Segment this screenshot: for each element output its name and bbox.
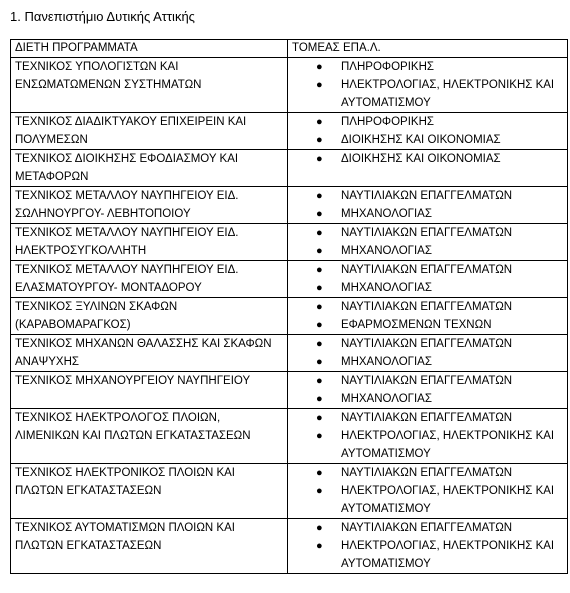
bullet-icon: ●	[316, 61, 323, 73]
bullet-icon: ●	[316, 264, 323, 276]
sector-item	[292, 482, 563, 518]
table-row	[11, 519, 568, 574]
sector-item	[292, 187, 563, 205]
bullet-icon: ●	[316, 153, 323, 165]
table-row	[11, 464, 568, 519]
sector-label: ΔΙΟΙΚΗΣΗΣ ΚΑΙ ΟΙΚΟΝΟΜΙΑΣ	[341, 134, 501, 146]
sector-cell	[288, 464, 568, 519]
sector-cell	[288, 409, 568, 464]
sector-item	[292, 353, 563, 371]
sector-cell	[288, 187, 568, 224]
bullet-icon: ●	[316, 227, 323, 239]
sector-cell	[288, 113, 568, 150]
sector-label: ΝΑΥΤΙΛΙΑΚΩΝ ΕΠΑΓΓΕΛΜΑΤΩΝ	[341, 467, 513, 479]
sector-label: ΜΗΧΑΝΟΛΟΓΙΑΣ	[341, 208, 432, 220]
table-row	[11, 187, 568, 224]
sector-list	[292, 261, 563, 297]
sector-list	[292, 409, 563, 463]
program-cell: ΤΕΧΝΙΚΟΣ ΔΙΑΔΙΚΤΥΑΚΟΥ ΕΠΙΧΕΙΡΕΙΝ ΚΑΙ ΠΟΛΥΜΕΣΩΝ	[11, 113, 288, 150]
sector-label: ΝΑΥΤΙΛΙΑΚΩΝ ΕΠΑΓΓΕΛΜΑΤΩΝ	[341, 301, 513, 313]
sector-cell	[288, 224, 568, 261]
sector-item	[292, 131, 563, 149]
table-row	[11, 298, 568, 335]
sector-label: ΗΛΕΚΤΡΟΛΟΓΙΑΣ, ΗΛΕΚΤΡΟΝΙΚΗΣ ΚΑΙ ΑΥΤΟΜΑΤΙΣΜΟΥ	[341, 430, 555, 460]
sector-label: ΔΙΟΙΚΗΣΗΣ ΚΑΙ ΟΙΚΟΝΟΜΙΑΣ	[341, 153, 501, 165]
bullet-icon: ●	[316, 356, 323, 368]
table-body	[11, 58, 568, 574]
sector-label: ΝΑΥΤΙΛΙΑΚΩΝ ΕΠΑΓΓΕΛΜΑΤΩΝ	[341, 264, 513, 276]
bullet-icon: ●	[316, 430, 323, 442]
sector-label: ΝΑΥΤΙΛΙΑΚΩΝ ΕΠΑΓΓΕΛΜΑΤΩΝ	[341, 338, 513, 350]
bullet-icon: ●	[316, 79, 323, 91]
bullet-icon: ●	[316, 412, 323, 424]
sector-cell	[288, 519, 568, 574]
bullet-icon: ●	[316, 338, 323, 350]
sector-list	[292, 298, 563, 334]
sector-item	[292, 372, 563, 390]
sector-cell	[288, 261, 568, 298]
bullet-icon: ●	[316, 375, 323, 387]
program-cell: ΤΕΧΝΙΚΟΣ ΗΛΕΚΤΡΟΛΟΓΟΣ ΠΛΟΙΩΝ, ΛΙΜΕΝΙΚΩΝ ΚΑΙ ΠΛΩΤΩΝ ΕΓΚΑΤΑΣΤΑΣΕΩΝ	[11, 409, 288, 464]
table-row	[11, 261, 568, 298]
program-cell: ΤΕΧΝΙΚΟΣ ΔΙΟΙΚΗΣΗΣ ΕΦΟΔΙΑΣΜΟΥ ΚΑΙ ΜΕΤΑΦΟΡΩΝ	[11, 150, 288, 187]
bullet-icon: ●	[316, 540, 323, 552]
sector-cell	[288, 298, 568, 335]
bullet-icon: ●	[316, 134, 323, 146]
sector-item	[292, 279, 563, 297]
sector-item	[292, 537, 563, 573]
sector-cell	[288, 372, 568, 409]
sector-item	[292, 316, 563, 334]
sector-item	[292, 242, 563, 260]
program-cell: ΤΕΧΝΙΚΟΣ ΥΠΟΛΟΓΙΣΤΩΝ ΚΑΙ ΕΝΣΩΜΑΤΩΜΕΝΩΝ ΣΥΣΤΗΜΑΤΩΝ	[11, 58, 288, 113]
bullet-icon: ●	[316, 467, 323, 479]
program-cell: ΤΕΧΝΙΚΟΣ ΜΕΤΑΛΛΟΥ ΝΑΥΠΗΓΕΙΟΥ ΕΙΔ. ΗΛΕΚΤΡΟΣΥΓΚΟΛΛΗΤΗ	[11, 224, 288, 261]
sector-item	[292, 261, 563, 279]
sector-label: ΗΛΕΚΤΡΟΛΟΓΙΑΣ, ΗΛΕΚΤΡΟΝΙΚΗΣ ΚΑΙ ΑΥΤΟΜΑΤΙΣΜΟΥ	[341, 540, 555, 570]
sector-item	[292, 150, 563, 168]
sector-list	[292, 187, 563, 223]
sector-item	[292, 58, 563, 76]
sector-item	[292, 409, 563, 427]
sector-label: ΝΑΥΤΙΛΙΑΚΩΝ ΕΠΑΓΓΕΛΜΑΤΩΝ	[341, 375, 513, 387]
bullet-icon: ●	[316, 245, 323, 257]
sector-item	[292, 390, 563, 408]
programs-table	[10, 39, 568, 574]
program-cell: ΤΕΧΝΙΚΟΣ ΜΗΧΑΝΟΥΡΓΕΙΟΥ ΝΑΥΠΗΓΕΙΟΥ	[11, 372, 288, 409]
sector-label: ΝΑΥΤΙΛΙΑΚΩΝ ΕΠΑΓΓΕΛΜΑΤΩΝ	[341, 522, 513, 534]
sector-list	[292, 372, 563, 408]
sector-item	[292, 298, 563, 316]
sector-label: ΝΑΥΤΙΛΙΑΚΩΝ ΕΠΑΓΓΕΛΜΑΤΩΝ	[341, 190, 513, 202]
bullet-icon: ●	[316, 190, 323, 202]
sector-label: ΜΗΧΑΝΟΛΟΓΙΑΣ	[341, 245, 432, 257]
bullet-icon: ●	[316, 485, 323, 497]
table-row	[11, 372, 568, 409]
program-cell: ΤΕΧΝΙΚΟΣ ΜΕΤΑΛΛΟΥ ΝΑΥΠΗΓΕΙΟΥ ΕΙΔ. ΕΛΑΣΜΑΤΟΥΡΓΟΥ- ΜΟΝΤΑΔΟΡΟΥ	[11, 261, 288, 298]
bullet-icon: ●	[316, 116, 323, 128]
bullet-icon: ●	[316, 393, 323, 405]
sector-list	[292, 58, 563, 112]
sector-list	[292, 150, 563, 168]
sector-cell	[288, 150, 568, 187]
sector-label: ΗΛΕΚΤΡΟΛΟΓΙΑΣ, ΗΛΕΚΤΡΟΝΙΚΗΣ ΚΑΙ ΑΥΤΟΜΑΤΙΣΜΟΥ	[341, 79, 555, 109]
sector-label: ΜΗΧΑΝΟΛΟΓΙΑΣ	[341, 356, 432, 368]
sector-label: ΠΛΗΡΟΦΟΡΙΚΗΣ	[341, 116, 434, 128]
bullet-icon: ●	[316, 282, 323, 294]
program-cell: ΤΕΧΝΙΚΟΣ ΜΗΧΑΝΩΝ ΘΑΛΑΣΣΗΣ ΚΑΙ ΣΚΑΦΩΝ ΑΝΑΨΥΧΗΣ	[11, 335, 288, 372]
table-row	[11, 113, 568, 150]
bullet-icon: ●	[316, 208, 323, 220]
table-row	[11, 150, 568, 187]
table-header-row	[11, 40, 568, 58]
sector-label: ΝΑΥΤΙΛΙΑΚΩΝ ΕΠΑΓΓΕΛΜΑΤΩΝ	[341, 227, 513, 239]
sector-list	[292, 519, 563, 573]
column-header-sectors: ΤΟΜΕΑΣ ΕΠΑ.Λ.	[288, 40, 568, 58]
sector-item	[292, 427, 563, 463]
sector-label: ΝΑΥΤΙΛΙΑΚΩΝ ΕΠΑΓΓΕΛΜΑΤΩΝ	[341, 412, 513, 424]
table-row	[11, 409, 568, 464]
page-title: 1. Πανεπιστήμιο Δυτικής Αττικής	[10, 9, 195, 24]
sector-label: ΗΛΕΚΤΡΟΛΟΓΙΑΣ, ΗΛΕΚΤΡΟΝΙΚΗΣ ΚΑΙ ΑΥΤΟΜΑΤΙΣΜΟΥ	[341, 485, 555, 515]
sector-list	[292, 224, 563, 260]
column-header-programs: ΔΙΕΤΗ ΠΡΟΓΡΑΜΜΑΤΑ	[11, 40, 288, 58]
sector-label: ΜΗΧΑΝΟΛΟΓΙΑΣ	[341, 282, 432, 294]
sector-item	[292, 519, 563, 537]
sector-label: ΕΦΑΡΜΟΣΜΕΝΩΝ ΤΕΧΝΩΝ	[341, 319, 492, 331]
sector-item	[292, 113, 563, 131]
sector-item	[292, 335, 563, 353]
sector-label: ΜΗΧΑΝΟΛΟΓΙΑΣ	[341, 393, 432, 405]
table-row	[11, 58, 568, 113]
bullet-icon: ●	[316, 301, 323, 313]
sector-label: ΠΛΗΡΟΦΟΡΙΚΗΣ	[341, 61, 434, 73]
sector-item	[292, 76, 563, 112]
bullet-icon: ●	[316, 522, 323, 534]
table-row	[11, 335, 568, 372]
sector-item	[292, 464, 563, 482]
sector-item	[292, 205, 563, 223]
bullet-icon: ●	[316, 319, 323, 331]
sector-item	[292, 224, 563, 242]
program-cell: ΤΕΧΝΙΚΟΣ ΑΥΤΟΜΑΤΙΣΜΩΝ ΠΛΟΙΩΝ ΚΑΙ ΠΛΩΤΩΝ ΕΓΚΑΤΑΣΤΑΣΕΩΝ	[11, 519, 288, 574]
table-row	[11, 224, 568, 261]
sector-list	[292, 113, 563, 149]
program-cell: ΤΕΧΝΙΚΟΣ ΞΥΛΙΝΩΝ ΣΚΑΦΩΝ (ΚΑΡΑΒΟΜΑΡΑΓΚΟΣ)	[11, 298, 288, 335]
program-cell: ΤΕΧΝΙΚΟΣ ΜΕΤΑΛΛΟΥ ΝΑΥΠΗΓΕΙΟΥ ΕΙΔ. ΣΩΛΗΝΟΥΡΓΟΥ- ΛΕΒΗΤΟΠΟΙΟΥ	[11, 187, 288, 224]
sector-cell	[288, 58, 568, 113]
sector-list	[292, 335, 563, 371]
sector-list	[292, 464, 563, 518]
program-cell: ΤΕΧΝΙΚΟΣ ΗΛΕΚΤΡΟΝΙΚΟΣ ΠΛΟΙΩΝ ΚΑΙ ΠΛΩΤΩΝ ΕΓΚΑΤΑΣΤΑΣΕΩΝ	[11, 464, 288, 519]
sector-cell	[288, 335, 568, 372]
